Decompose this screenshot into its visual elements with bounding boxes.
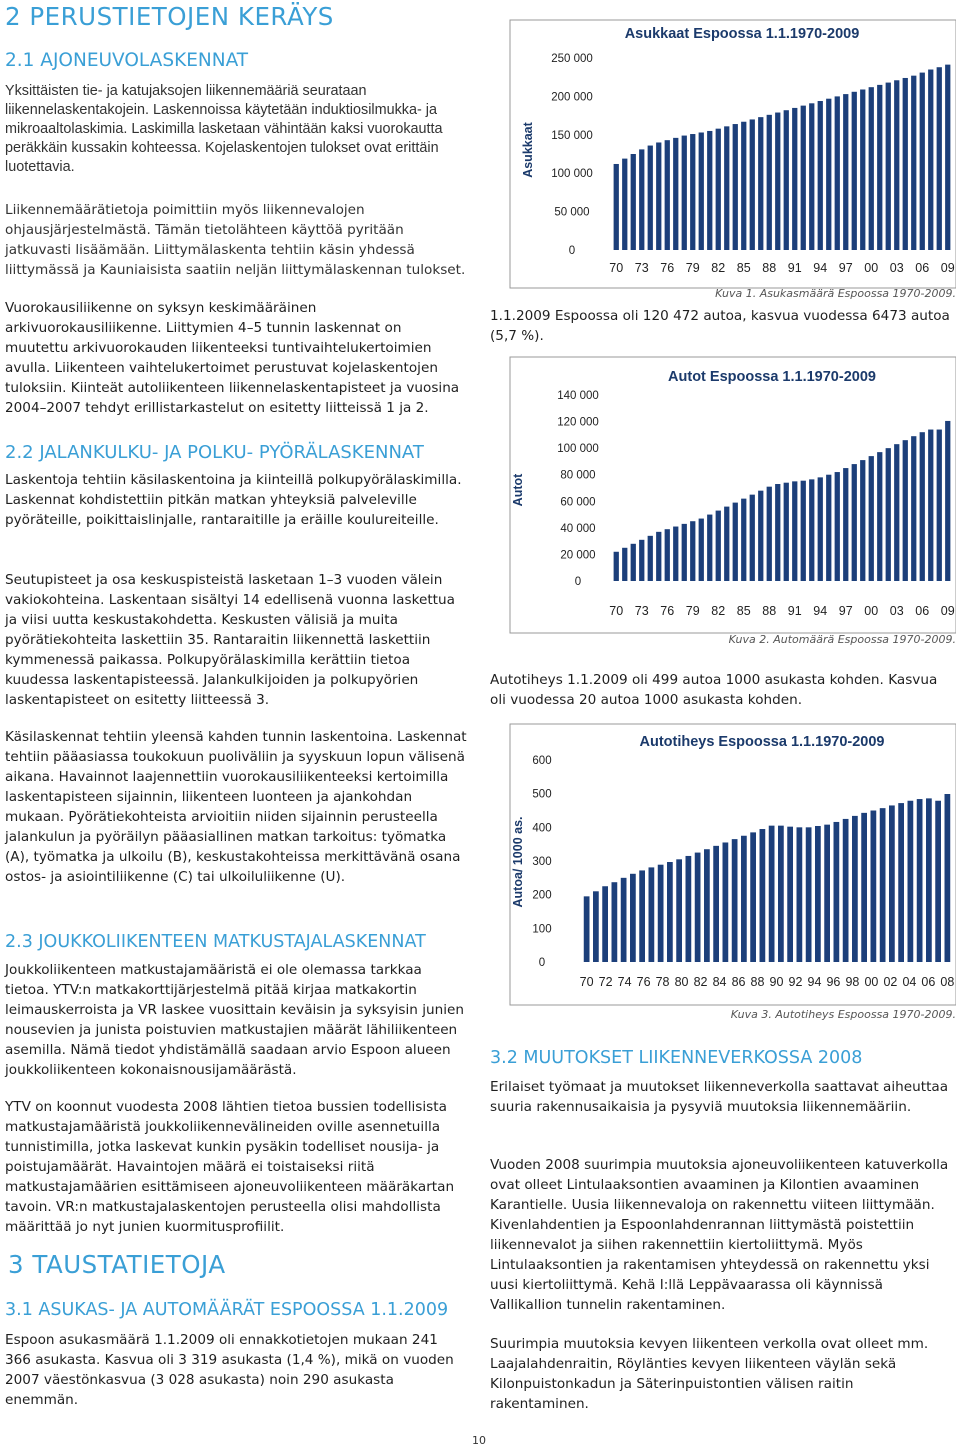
bar-1983: [704, 849, 710, 962]
bar-1997: [843, 468, 848, 581]
bar-1998: [852, 92, 857, 250]
x-tick-label: 76: [636, 975, 651, 989]
paragraph-3-2-3: Suurimpia muutoksia kevyen liikenteen verkolla ovat olleet mm. Laajalahdenraitin, Röylänties kevyen liikenteen väylän sekä Kilonpuistonkadun ja Säterinpuistontien välisen raitin rakentaminen.: [490, 1336, 929, 1412]
bar-2009: [945, 421, 950, 581]
x-tick-label: 00: [864, 604, 879, 618]
bar-1999: [860, 460, 865, 581]
x-tick-label: 06: [915, 261, 930, 275]
y-tick-label: 0: [568, 245, 576, 257]
bar-1998: [843, 819, 849, 962]
x-tick-label: 79: [685, 261, 700, 275]
bar-1984: [733, 503, 738, 581]
x-tick-label: 92: [788, 975, 803, 989]
x-tick-label: 88: [750, 975, 765, 989]
bar-1978: [682, 136, 687, 250]
bar-1997: [834, 822, 840, 962]
bar-1996: [835, 472, 840, 581]
bar-2006: [917, 799, 923, 962]
paragraph-3-2-1: Erilaiset työmaat ja muutokset liikenneverkolla saattavat aiheuttaa suuria rakennusaikaisia ja pysyviä muutoksia liikennemääriin.: [490, 1079, 949, 1115]
x-tick-label: 06: [915, 604, 930, 618]
bar-1993: [809, 479, 814, 581]
bar-2001: [871, 811, 877, 963]
bar-1986: [732, 839, 738, 962]
bar-2000: [869, 87, 874, 250]
population-chart: [490, 10, 956, 290]
bar-2006: [920, 73, 925, 250]
bar-1984: [733, 124, 738, 250]
x-tick-label: 91: [787, 261, 802, 275]
paragraph-2-3-1: Joukkoliikenteen matkustajamääristä ei ole olemassa tarkkaa tietoa. YTV:n matkakorttijärjestelmä pitää kirjaa matkakortin leimauskerroista ja VR laskee vuosittain keväisin ja syksyisin junien nousevien ja junista poistuvien matkustajien määrät lähiliikenteen asemilla. Nämä tiedot yhdistämällä saadaan arvio Espoon alueen joukkoliikenteen kokonaisnousijamäärästä.: [5, 962, 464, 1078]
bar-1970: [584, 896, 590, 962]
bar-1972: [631, 544, 636, 581]
bar-1993: [809, 103, 814, 250]
y-tick-label: 200 000: [551, 91, 593, 104]
paragraph-2-2-3: Käsilaskennat tehtiin yleensä kahden tunnin laskentoina. Laskennat tehtiin pääasiassa toukokuun puoliväliin ja syyskuun lopun välisenä aikana. Havainnot laajennettiin vuorokausiliikenteeksi kertoimilla laskentapisteen sijainnin, liikenteen luonteen ja ajankohdan mukaan. Pyörätiekohteista arvioitiin niiden sijainnin perusteella jalankulun ja pyöräilyn pääasiallinen matkan tarkoitus: työmatka (A), työmatka ja ulkoilu (B), keskustakohteissa merkittävänä osana ostos- ja asiointiliikenne (C) tai ulkoiluliikenne (U).: [5, 729, 467, 885]
bar-1983: [724, 507, 729, 581]
bar-1970: [614, 552, 619, 581]
bar-1970: [614, 164, 619, 250]
x-tick-label: 85: [736, 604, 751, 618]
paragraph-2-1-2: Liikennemäärätietoja poimittiin myös liikennevalojen ohjausjärjestelmästä. Tämän tietolähteen käyttöä pyritään jatkuvasti lisäämään. Liittymälaskenta tehtiin käsin yhdessä liittymässä ja Kauniaisista saatiin neljän liittymälaskennan tulokset.: [5, 202, 466, 278]
y-tick-label: 300: [532, 856, 552, 868]
y-tick-label: 20 000: [560, 549, 596, 562]
bar-1997: [843, 94, 848, 250]
x-tick-label: 97: [838, 261, 853, 275]
bar-1982: [716, 511, 721, 581]
section-heading-2-1: 2.1 AJONEUVOLASKENNAT: [5, 50, 249, 71]
bar-1996: [835, 96, 840, 250]
bar-1973: [639, 149, 644, 250]
y-tick-label: 600: [532, 755, 552, 767]
paragraph-2-1-1: Yksittäisten tie- ja katujaksojen liikennemääriä seurataan liikennelaskentakojein. Laskennoissa käytetään induktiosilmukka- ja mikroaaltolaskimia. Laskimilla lasketaan vähintään kaksi vuorokautta peräkkäin kussakin kohteessa. Kojelaskentojen tulokset ovat erittäin luotettavia.: [5, 83, 443, 175]
paragraph-2-1-3: Vuorokausiliikenne on syksyn keskimääräinen arkivuorokausiliikenne. Liittymien 4–5 tunnin laskennat on muutettu arkivuorokauden liikenteeksi tuntivaihtelukertoimien avulla. Liikenteen vaihtelukertoimet perustuvat kojelaskentojen tuloksiin. Kiinteät autoliikenteen liikennelaskentapisteet ja vuosina 2004–2007 tehdyt erillistarkastelut on esitetty liitteissä 1 ja 2.: [5, 300, 460, 416]
y-tick-label: 250 000: [551, 53, 593, 65]
section-heading-3-1: 3.1 ASUKAS- JA AUTOMÄÄRÄT ESPOOSSA 1.1.2009: [5, 1300, 449, 1320]
bar-1995: [815, 826, 821, 962]
bar-1973: [612, 882, 618, 962]
x-tick-label: 84: [712, 975, 727, 989]
bar-1992: [801, 106, 806, 250]
bar-2005: [911, 76, 916, 250]
bar-1974: [648, 146, 653, 250]
x-tick-label: 70: [609, 604, 624, 618]
y-axis-label: Asukkaat: [521, 122, 535, 178]
paragraph-2-2-1: Laskentoja tehtiin käsilaskentoina ja kiinteillä polkupyörälaskimilla. Laskennat kohdistettiin pitkän matkan yhteyksiä palveleville pyöräteille, poikittaislinjalle, rantaraitille ja eräille koulureiteille.: [5, 472, 462, 528]
car-density-chart: [490, 722, 956, 1007]
bar-1991: [778, 826, 784, 962]
chart-title: Autotiheys Espoossa 1.1.1970-2009: [639, 734, 885, 750]
x-tick-label: 98: [845, 975, 860, 989]
bar-2008: [935, 801, 941, 962]
bar-1976: [639, 870, 645, 962]
y-tick-label: 120 000: [557, 416, 599, 429]
bar-2001: [877, 85, 882, 250]
bar-1972: [602, 886, 608, 962]
paragraph-autotiheys: Autotiheys 1.1.2009 oli 499 autoa 1000 asukasta kohden. Kasvua oli vuodessa 20 autoa 1000 asukasta kohden.: [490, 672, 938, 708]
x-tick-label: 78: [655, 975, 670, 989]
bar-2000: [869, 456, 874, 581]
bar-1992: [801, 481, 806, 581]
x-tick-label: 03: [889, 261, 904, 275]
y-tick-label: 100 000: [557, 443, 599, 456]
bar-1979: [690, 521, 695, 581]
x-tick-label: 96: [826, 975, 841, 989]
paragraph-2-3-2: YTV on koonnut vuodesta 2008 lähtien tietoa bussien todellisista matkustajamääristä joukkoliikennevälineiden oville asennetuilla tunnistimilla, jotka laskevat kunkin pysäkin todelliset nousija- ja poistujamäärät. Havaintojen määrä ei toistaiseksi riitä matkustajamäärien esittämiseen ajoneuvoliikenteen määräkartan tavoin. VR:n matkustajalaskentojen perusteella olisi mahdollista määrittää jo nyt junien kuormitusprofiilit.: [5, 1099, 455, 1235]
bar-2002: [886, 448, 891, 581]
bar-1979: [667, 862, 673, 962]
x-tick-label: 91: [787, 604, 802, 618]
x-tick-label: 82: [711, 604, 726, 618]
bar-1985: [741, 122, 746, 250]
y-tick-label: 80 000: [560, 469, 596, 482]
bar-2002: [880, 808, 886, 962]
chart-title: Autot Espoossa 1.1.1970-2009: [668, 369, 876, 385]
x-tick-label: 94: [813, 261, 828, 275]
chapter-heading-perustiedot: 2 PERUSTIETOJEN KERÄYS: [5, 2, 334, 31]
x-tick-label: 70: [609, 261, 624, 275]
x-tick-label: 97: [838, 604, 853, 618]
bar-1971: [593, 891, 599, 962]
bar-2003: [889, 805, 895, 962]
x-tick-label: 00: [864, 975, 879, 989]
figure-caption-2: Kuva 2. Automäärä Espoossa 1970-2009.: [728, 633, 956, 646]
bar-2003: [894, 444, 899, 581]
x-tick-label: 82: [693, 975, 708, 989]
x-tick-label: 94: [813, 604, 828, 618]
bar-2007: [926, 798, 932, 962]
bar-1995: [826, 475, 831, 581]
bar-1974: [648, 536, 653, 581]
bar-2002: [886, 83, 891, 250]
bar-2007: [928, 430, 933, 581]
bar-1971: [622, 548, 627, 581]
y-axis-label: Autoa/ 1000 as.: [511, 816, 525, 908]
y-tick-label: 100: [532, 923, 552, 936]
bar-1993: [797, 827, 803, 962]
y-tick-label: 50 000: [554, 206, 590, 219]
paragraph-autot: 1.1.2009 Espoossa oli 120 472 autoa, kasvua vuodessa 6473 autoa (5,7 %).: [490, 308, 950, 344]
bar-1985: [741, 499, 746, 581]
y-tick-label: 0: [538, 957, 546, 969]
bar-1974: [621, 878, 627, 962]
bar-1978: [658, 865, 664, 962]
bar-1987: [758, 117, 763, 250]
bar-1982: [695, 853, 701, 962]
x-tick-label: 86: [731, 975, 746, 989]
bar-2001: [877, 452, 882, 581]
page-number: 10: [472, 1434, 486, 1447]
bar-2007: [928, 70, 933, 250]
x-tick-label: 06: [921, 975, 936, 989]
bar-2006: [920, 432, 925, 581]
bar-2009: [945, 65, 950, 250]
bar-1988: [767, 487, 772, 581]
x-tick-label: 85: [736, 261, 751, 275]
x-tick-label: 02: [883, 975, 898, 989]
y-tick-label: 140 000: [557, 390, 599, 402]
figure-caption-1: Kuva 1. Asukasmäärä Espoossa 1970-2009.: [715, 287, 956, 300]
bar-2008: [937, 430, 942, 581]
x-tick-label: 08: [940, 975, 955, 989]
bar-1975: [656, 142, 661, 250]
section-heading-3-2: 3.2 MUUTOKSET LIIKENNEVERKOSSA 2008: [490, 1048, 863, 1068]
bar-1995: [826, 99, 831, 250]
bar-1984: [713, 846, 719, 962]
x-tick-label: 79: [685, 604, 700, 618]
bar-1991: [792, 481, 797, 581]
bar-2004: [898, 803, 904, 962]
bar-1990: [784, 483, 789, 581]
y-tick-label: 40 000: [560, 522, 596, 535]
bar-1981: [707, 515, 712, 581]
bar-1988: [750, 832, 756, 962]
bar-2004: [903, 440, 908, 581]
y-tick-label: 400: [532, 822, 552, 835]
y-tick-label: 200: [532, 889, 552, 902]
bar-1971: [622, 159, 627, 250]
x-tick-label: 70: [579, 975, 594, 989]
y-tick-label: 500: [532, 788, 552, 801]
bar-1986: [750, 495, 755, 581]
bar-2005: [908, 801, 914, 962]
bar-2003: [894, 80, 899, 250]
x-tick-label: 90: [769, 975, 784, 989]
bar-1981: [686, 856, 692, 962]
section-heading-2-3: 2.3 JOUKKOLIIKENTEEN MATKUSTAJALASKENNAT: [5, 932, 426, 952]
x-tick-label: 76: [660, 604, 675, 618]
bar-1986: [750, 119, 755, 250]
bar-1989: [775, 484, 780, 581]
bar-1994: [806, 827, 812, 962]
bar-1981: [707, 131, 712, 250]
figure-caption-3: Kuva 3. Autotiheys Espoossa 1970-2009.: [730, 1008, 956, 1021]
bar-1980: [699, 519, 704, 581]
bar-1972: [631, 154, 636, 250]
bar-1980: [676, 859, 682, 962]
x-tick-label: 76: [660, 261, 675, 275]
y-axis-label: Autot: [511, 473, 525, 507]
bar-1976: [665, 140, 670, 250]
bar-1994: [818, 477, 823, 581]
x-tick-label: 04: [902, 975, 917, 989]
y-tick-label: 100 000: [551, 168, 593, 181]
x-tick-label: 73: [634, 261, 649, 275]
bar-1998: [852, 464, 857, 581]
bar-1987: [741, 836, 747, 962]
y-tick-label: 60 000: [560, 496, 596, 509]
bar-1991: [792, 108, 797, 250]
bar-1975: [630, 874, 636, 962]
bar-1977: [673, 527, 678, 581]
bar-1979: [690, 134, 695, 250]
bar-1975: [656, 532, 661, 581]
bar-1973: [639, 540, 644, 581]
bar-1989: [775, 113, 780, 250]
bar-2009: [945, 794, 951, 962]
bar-1994: [818, 101, 823, 250]
bar-1977: [649, 867, 655, 962]
x-tick-label: 09: [940, 604, 955, 618]
x-tick-label: 82: [711, 261, 726, 275]
x-tick-label: 94: [807, 975, 822, 989]
y-tick-label: 0: [574, 576, 582, 588]
paragraph-3-2-2: Vuoden 2008 suurimpia muutoksia ajoneuvoliikenteen katuverkolla ovat olleet Lintulaaksontien avaaminen ja Kilontien avaaminen Karantielle. Uusia liikennevaloja on rakennettu viiteen liittymään. Kivenlahdentien ja Espoonlahdenrannan liittymästä poistettiin liikennevalot ja siihen rakennettiin kiertoliittymä. Myös Lintulaaksontien ja rakentamisen yhteydessä on rakennettu yksi uusi kiertoliittymä. Kehä I:llä Leppävaarassa oli käynnissä Vallikallion tunnelin rakentaminen.: [490, 1157, 949, 1313]
bar-2004: [903, 78, 908, 250]
x-tick-label: 88: [762, 261, 777, 275]
x-tick-label: 72: [598, 975, 613, 989]
bar-2000: [861, 813, 867, 962]
x-tick-label: 00: [864, 261, 879, 275]
paragraph-3-1-1: Espoon asukasmäärä 1.1.2009 oli ennakkotietojen mukaan 241 366 asukasta. Kasvua oli 3 319 asukasta (1,4 %), mikä on vuoden 2007 väestönkasvua (3 028 asukasta) noin 290 asukasta enemmän.: [5, 1332, 454, 1408]
x-tick-label: 88: [762, 604, 777, 618]
bar-1999: [852, 816, 858, 962]
x-tick-label: 09: [940, 261, 955, 275]
bar-1999: [860, 89, 865, 250]
bar-1996: [824, 825, 830, 962]
x-tick-label: 74: [617, 975, 632, 989]
cars-chart: [490, 355, 956, 635]
bar-1978: [682, 524, 687, 581]
bar-1987: [758, 491, 763, 581]
bar-1983: [724, 126, 729, 250]
chapter-heading-taustatietoja: 3 TAUSTATIETOJA: [8, 1250, 226, 1279]
bar-2005: [911, 436, 916, 581]
x-tick-label: 80: [674, 975, 689, 989]
bar-1990: [769, 826, 775, 962]
bar-2008: [937, 67, 942, 250]
chart-title: Asukkaat Espoossa 1.1.1970-2009: [624, 26, 860, 42]
bar-1992: [787, 827, 793, 962]
bar-1982: [716, 129, 721, 250]
paragraph-2-2-2: Seutupisteet ja osa keskuspisteistä lasketaan 1–3 vuoden välein vakiokohteina. Laskentaan sisältyi 14 edellisenä vuonna laskettua ja viisi uutta keskustakohdetta. Keskusten välisiä ja muita pyörätiekohteita laskettiin 35. Rantaraitin liikennettä laskettiin kymmenessä paikassa. Polkupyörälaskimilla kerättiin tietoa kuudessa laskentapisteessä. Jalankulkijoiden ja polkupyörien laskentapisteet on esitetty liitteessä 3.: [5, 572, 455, 708]
bar-1989: [760, 829, 766, 962]
bar-1988: [767, 115, 772, 250]
bar-1977: [673, 138, 678, 250]
x-tick-label: 03: [889, 604, 904, 618]
x-tick-label: 73: [634, 604, 649, 618]
bar-1985: [723, 842, 729, 962]
bar-1980: [699, 133, 704, 251]
y-tick-label: 150 000: [551, 129, 593, 142]
bar-1976: [665, 529, 670, 581]
section-heading-2-2: 2.2 JALANKULKU- JA POLKU- PYÖRÄLASKENNAT: [5, 442, 424, 463]
bar-1990: [784, 110, 789, 250]
